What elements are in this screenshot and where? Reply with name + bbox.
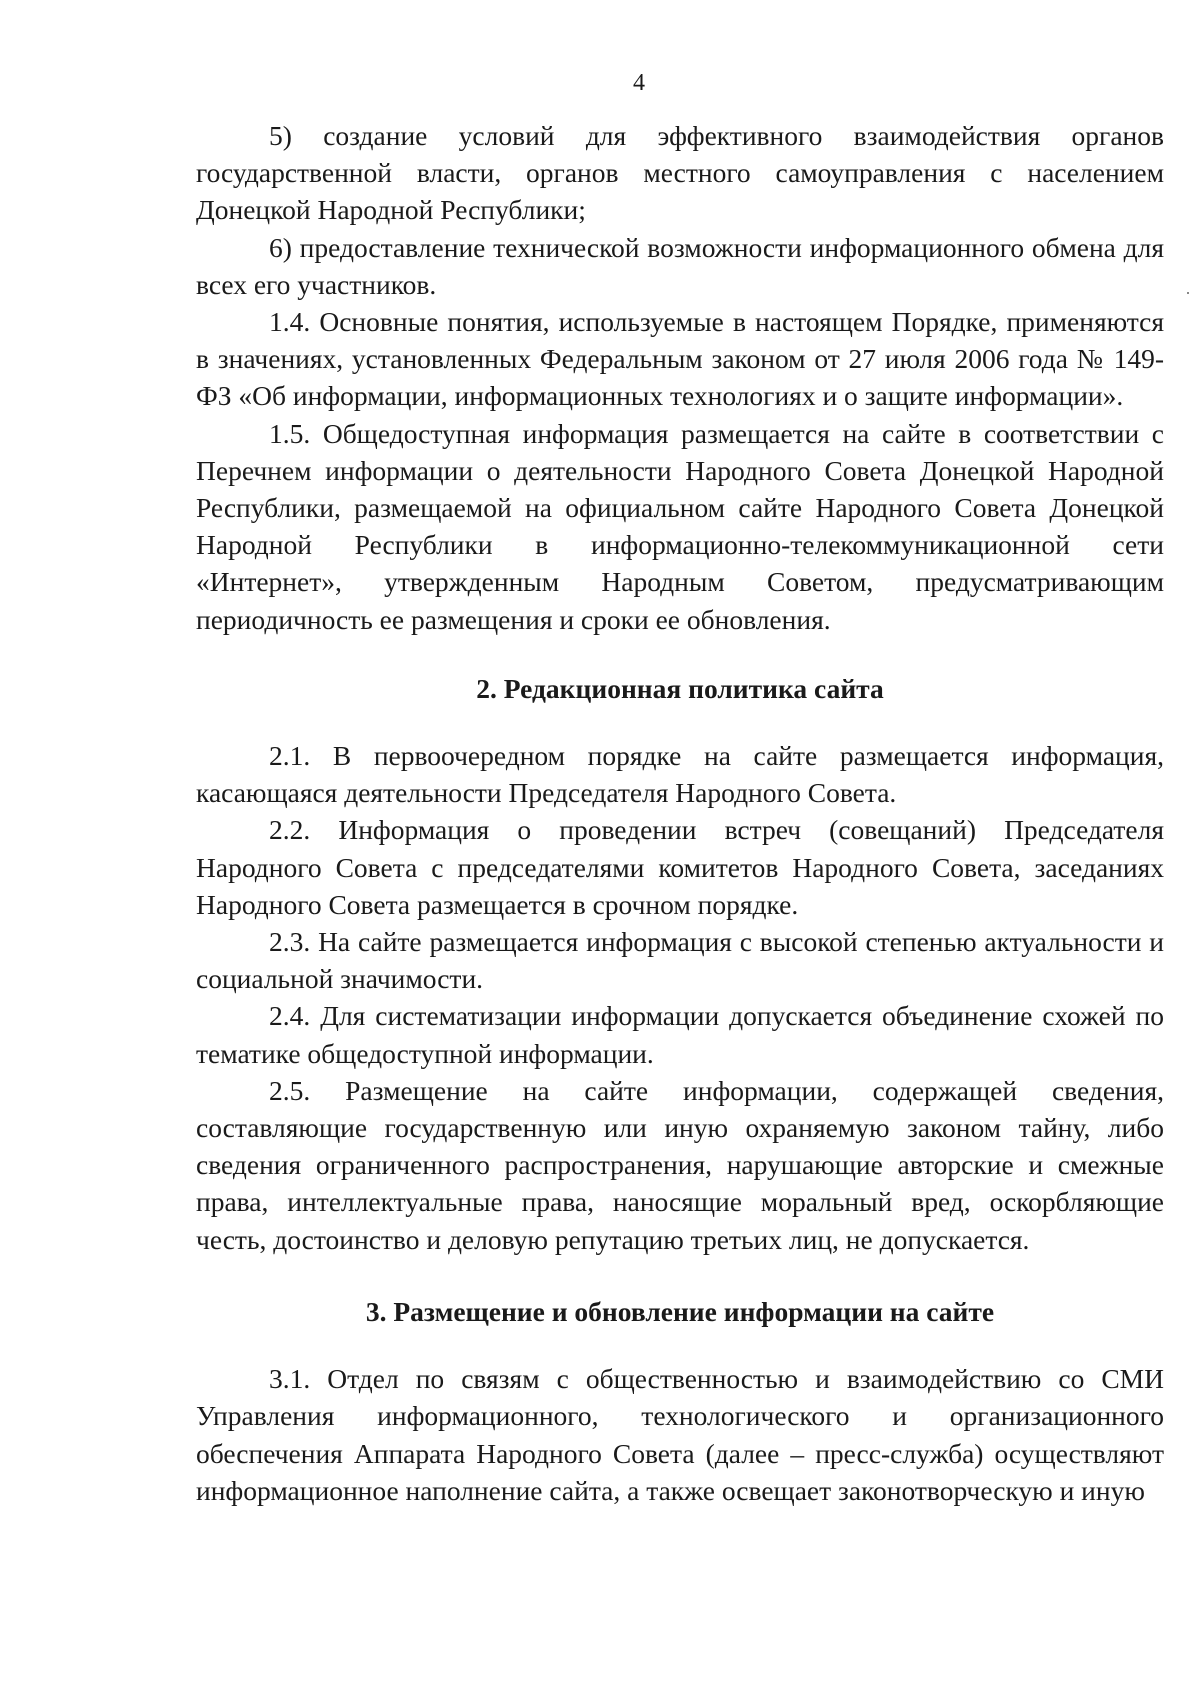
paragraph-1-4: 1.4. Основные понятия, используемые в настоящем Порядке, применяются в значениях, установленных Федеральным законом от 27 июля 2006 года № 149-ФЗ «Об информации, информационных технологиях и о защите информации».: [196, 306, 1164, 412]
section-3-heading: 3. Размещение и обновление информации на сайте: [365, 1295, 995, 1327]
section-2-heading: 2. Редакционная политика сайта: [476, 672, 884, 704]
paragraph-2-3: 2.3. На сайте размещается информация с высокой степенью актуальности и социальной значимости.: [196, 926, 1164, 995]
paragraph-1-5: 1.5. Общедоступная информация размещается на сайте в соответствии с Перечнем информации о деятельности Народного Совета Донецкой Народной Республики, размещаемой на официальном сайте Народного Совета Донецкой Народной Республики в информационно-телекоммуникационной сети «Интернет», утвержденным Народным Советом, предусматривающим периодичность ее размещения и сроки ее обновления.: [196, 417, 1164, 635]
paragraph-2-5: 2.5. Размещение на сайте информации, содержащей сведения, составляющие государственную или иную охраняемую законом тайну, либо сведения ограниченного распространения, нарушающие авторские и смежные права, интеллектуальные права, наносящие моральный вред, оскорбляющие честь, достоинство и деловую репутацию третьих лиц, не допускается.: [196, 1074, 1164, 1255]
scan-margin-dot: [1187, 292, 1189, 294]
paragraph-item-6: 6) предоставление технической возможности информационного обмена для всех его участников.: [196, 231, 1164, 300]
paragraph-2-2: 2.2. Информация о проведении встреч (совещаний) Председателя Народного Совета с председателями комитетов Народного Совета, заседаниях Народного Совета размещается в срочном порядке.: [196, 814, 1164, 920]
paragraph-item-5: 5) создание условий для эффективного взаимодействия органов государственной власти, органов местного самоуправления с населением Донецкой Народной Республики;: [196, 120, 1164, 226]
paragraph-2-1: 2.1. В первоочередном порядке на сайте размещается информация, касающаяся деятельности Председателя Народного Совета.: [196, 740, 1164, 809]
paragraph-2-4: 2.4. Для систематизации информации допускается объединение схожей по тематике общедоступной информации.: [196, 1000, 1164, 1069]
paragraph-3-1: 3.1. Отдел по связям с общественностью и взаимодействию со СМИ Управления информационного, технологического и организационного обеспечения Аппарата Народного Совета (далее – пресс-служба) осуществляют информационное наполнение сайта, а также освещает законотворческую и иную: [196, 1363, 1164, 1506]
page-number: 4: [633, 70, 645, 96]
document-body: [196, 117, 1164, 1509]
